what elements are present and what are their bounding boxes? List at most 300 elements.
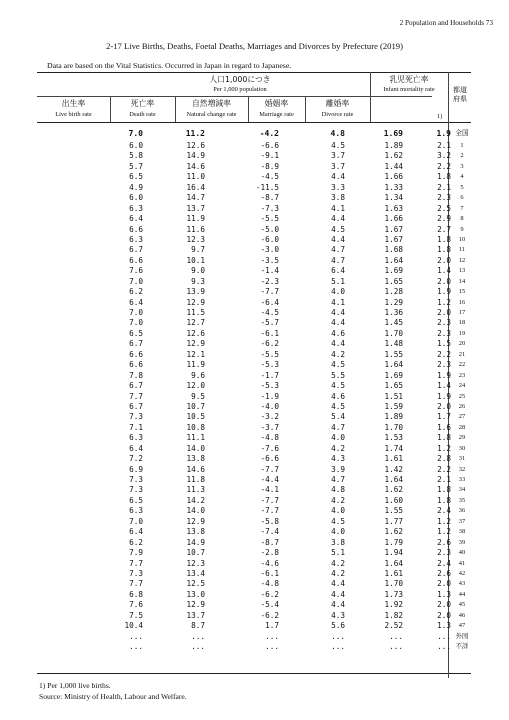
natural-change-rate-cell: -7.3 [260,203,279,213]
divorce-rate-cell: ... [389,642,403,651]
table-row [37,527,471,537]
live-birth-rate-cell: 7.3 [129,412,143,422]
table-row [37,193,471,203]
live-birth-rate-cell: ... [129,642,143,651]
infant-mortality-rate-cell: 1.3 [437,589,451,599]
natural-change-rate-cell: -4.2 [259,129,279,138]
natural-change-rate-cell: -5.3 [260,381,279,391]
infant-mortality-rate-cell: 1.7 [437,412,451,422]
prefecture-header: 都道府県 [453,86,467,103]
infant-mortality-rate-cell: 2.9 [437,214,451,224]
death-rate-cell: 11.1 [186,433,205,443]
natural-change-rate-cell: -7.7 [260,464,279,474]
table-row [37,308,471,318]
natural-change-rate-cell: -1.9 [260,391,279,401]
natural-change-rate-cell: -4.6 [260,558,279,568]
infant-mortality-rate-cell: 1.8 [437,495,451,505]
live-birth-rate-cell: 7.0 [129,318,143,328]
divorce-rate-cell: 1.64 [384,475,403,484]
marriage-rate-cell: 4.2 [331,568,345,578]
prefecture-code-cell: 46 [458,611,466,619]
live-birth-rate-cell: 7.0 [129,516,143,526]
natural-change-rate-cell: -4.4 [260,475,279,484]
table-row [37,204,471,214]
infant-mortality-rate-cell: 2.2 [437,349,451,359]
infant-mortality-rate-cell: 1.9 [437,287,451,297]
group-header-jp: 人口1,000につき [209,75,271,84]
divorce-rate-cell: 1.36 [384,308,403,317]
prefecture-code-cell: 38 [458,528,466,536]
infant-mortality-rate-cell: 1.2 [437,527,451,537]
natural-change-rate-cell: -6.1 [260,328,279,338]
table-row [37,225,471,235]
death-rate-cell: ... [191,631,205,641]
live-birth-rate-cell: 6.3 [129,234,143,244]
footnote-1: 1) Per 1,000 live births. [39,681,111,690]
prefecture-code-cell: 2 [460,152,464,160]
marriage-rate-cell: 4.4 [331,214,345,224]
live-birth-rate-cell: 6.8 [129,589,143,599]
table-row [37,381,471,391]
prefecture-code-cell: 全国 [455,129,469,137]
prefecture-code-cell: 11 [458,246,466,254]
marriage-rate-cell: 5.1 [331,548,345,558]
infant-mortality-rate-cell: 1.8 [437,245,451,255]
divorce-rate-cell: 1.65 [384,276,403,286]
prefecture-code-cell: 28 [458,423,466,431]
death-rate-cell: 12.6 [186,141,205,150]
infant-mortality-rate-cell: 2.4 [437,558,451,568]
live-birth-rate-cell: 10.4 [124,621,143,631]
table-row [37,621,471,631]
table-row [37,172,471,182]
prefecture-code-cell: 4 [460,173,464,181]
infant-mortality-rate-cell: 2.2 [437,161,451,171]
death-rate-cell: 12.9 [186,339,205,349]
divorce-rate-cell: 1.55 [384,506,403,516]
live-birth-rate-cell: 7.0 [128,129,143,138]
natural-change-rate-cell: -8.7 [260,537,279,547]
natural-change-rate-cell: -7.6 [260,443,279,453]
live-birth-rate-cell: 6.5 [129,328,143,338]
infant-mortality-rate-cell: 1.2 [437,516,451,526]
divorce-rate-cell: 1.60 [384,495,403,505]
death-rate-cell: 12.5 [186,579,205,589]
divorce-rate-cell: 1.62 [384,527,403,537]
infant-mortality-rate-cell: 2.1 [437,182,451,192]
marriage-rate-cell: 4.2 [331,349,345,359]
natural-change-rate-cell: -5.7 [260,318,279,328]
prefecture-code-cell: 10 [458,235,466,243]
prefecture-code-cell: 17 [458,309,466,316]
marriage-rate-cell: ... [331,642,345,651]
infant-mortality-rate-cell: 2.0 [437,276,451,286]
live-birth-rate-cell: 7.9 [129,548,143,558]
live-birth-rate-cell: 6.7 [129,245,143,255]
live-birth-rate-cell: 7.5 [129,610,143,620]
divorce-rate-cell: 2.52 [384,621,403,631]
death-rate-cell: 14.9 [186,151,205,161]
marriage-rate-cell: 5.6 [331,621,345,631]
prefecture-code-cell: 7 [460,204,464,212]
table-row [37,266,471,276]
divorce-rate-cell: 1.73 [384,589,403,599]
live-birth-rate-cell: 6.6 [129,349,143,359]
prefecture-code-cell: 26 [458,402,466,410]
divorce-header-jp: 離婚率 [325,99,350,108]
marriage-rate-cell: ... [331,631,345,641]
death-rate-cell: 11.3 [186,485,205,495]
prefecture-code-cell: 5 [460,183,464,191]
death-header-jp: 死亡率 [130,99,155,108]
divorce-rate-cell: 1.70 [384,579,403,589]
marriage-rate-cell: 4.4 [331,318,345,328]
death-rate-cell: 11.0 [186,172,205,182]
divorce-rate-cell: 1.68 [384,245,403,255]
death-rate-cell: 16.4 [186,182,205,192]
table-row [37,632,471,642]
divorce-rate-cell: 1.70 [384,422,403,432]
divorce-rate-cell: 1.45 [384,318,403,328]
table-row-national [37,127,471,140]
live-birth-rate-cell: 6.7 [129,401,143,411]
divorce-rate-cell: 1.29 [384,297,403,307]
live-birth-rate-cell: 7.3 [129,568,143,578]
infant-mortality-rate-cell: 1.3 [437,621,451,631]
table-row [37,329,471,339]
death-rate-cell: 10.8 [186,422,205,432]
marriage-rate-cell: 4.4 [331,600,345,610]
natural-change-rate-cell: -1.4 [260,266,279,276]
divorce-rate-cell: 1.67 [384,234,403,244]
infant-mortality-rate-cell: 1.9 [437,370,451,380]
marriage-rate-cell: 4.4 [331,589,345,599]
divorce-rate-cell: 1.62 [384,485,403,495]
live-birth-rate-cell: 7.0 [129,308,143,317]
divorce-rate-cell: 1.42 [384,464,403,474]
natural-change-rate-cell: ... [265,631,279,641]
divorce-rate-cell: 1.65 [384,381,403,391]
natural-change-rate-cell: -5.0 [260,224,279,234]
prefecture-code-cell: 40 [458,549,466,557]
marriage-rate-cell: 4.7 [331,255,345,265]
infant-mortality-rate-cell: 2.6 [437,568,451,578]
live-birth-rate-cell: 6.4 [129,297,143,307]
source-note: Source: Ministry of Health, Labour and Welfare. [39,692,187,701]
natural-change-rate-cell: -6.4 [260,297,279,307]
death-rate-cell: 14.2 [186,495,205,505]
infant-mortality-rate-cell: 1.4 [437,381,451,391]
divorce-rate-cell: 1.63 [384,203,403,213]
infant-mortality-rate-cell: 1.9 [436,129,451,138]
live-birth-rate-cell: 6.0 [129,141,143,150]
marriage-rate-cell: 4.7 [331,422,345,432]
divorce-header-en: Divorce rate [321,111,354,118]
table-row [37,465,471,475]
live-birth-header-en: Live birth rate [55,111,92,118]
live-birth-rate-cell: 6.2 [129,287,143,297]
natural-change-header-jp: 自然増減率 [192,99,231,108]
death-rate-cell: 9.3 [191,276,205,286]
divorce-rate-cell: 1.34 [384,193,403,203]
infant-mortality-rate-cell: 1.8 [437,485,451,495]
death-rate-cell: 10.7 [186,401,205,411]
live-birth-rate-cell: 6.7 [129,339,143,349]
marriage-rate-cell: 5.4 [331,412,345,422]
table-row [37,256,471,266]
live-birth-rate-cell: 5.8 [129,151,143,161]
table-row [37,287,471,297]
death-rate-cell: 9.7 [191,245,205,255]
infant-mortality-rate-cell: 1.5 [437,339,451,349]
natural-change-header-en: Natural change rate [186,111,237,118]
infant-mortality-rate-cell: 2.4 [437,506,451,516]
prefecture-code-cell: 19 [458,329,466,337]
divorce-rate-cell: 1.53 [384,433,403,443]
prefecture-code-cell: 47 [458,622,466,630]
live-birth-rate-cell: 7.1 [129,422,143,432]
prefecture-code-cell: 30 [458,444,466,452]
divorce-rate-cell: 1.64 [384,255,403,265]
natural-change-rate-cell: -4.8 [260,433,279,443]
divorce-rate-cell: 1.59 [384,401,403,411]
table-row [37,318,471,328]
infant-mortality-rate-cell: 2.3 [437,318,451,328]
table-row [37,579,471,589]
prefecture-code-cell: 37 [458,517,466,525]
death-rate-cell: 14.9 [186,537,205,547]
live-birth-rate-cell: 4.9 [129,182,143,192]
natural-change-rate-cell: -4.5 [260,172,279,182]
prefecture-code-cell: 36 [458,507,466,515]
live-birth-rate-cell: ... [129,631,143,641]
table-row [37,277,471,287]
live-birth-rate-cell: 7.7 [129,558,143,568]
infant-mortality-rate-cell: 2.1 [437,141,451,150]
live-birth-rate-cell: 7.0 [129,276,143,286]
live-birth-rate-cell: 6.4 [129,214,143,224]
death-rate-cell: 12.9 [186,516,205,526]
natural-change-rate-cell: -6.6 [260,454,279,464]
table-row [37,371,471,381]
death-rate-cell: 12.3 [186,234,205,244]
divorce-rate-cell: 1.51 [384,391,403,401]
infant-mortality-rate-cell: 1.8 [437,172,451,182]
prefecture-code-cell: 24 [458,382,466,390]
infant-mortality-rate-cell: 2.8 [437,454,451,464]
infant-mortality-rate-cell: 2.3 [437,328,451,338]
marriage-rate-cell: 4.5 [331,141,345,150]
marriage-rate-cell: 3.8 [331,537,345,547]
marriage-rate-cell: 5.1 [331,276,345,286]
infant-mortality-rate-cell: 2.0 [437,600,451,610]
live-birth-rate-cell: 6.0 [129,193,143,203]
prefecture-code-cell: 31 [458,455,466,463]
prefecture-code-cell: 15 [458,288,466,296]
infant-mortality-rate-cell: 2.1 [437,475,451,484]
prefecture-code-cell: 8 [460,215,464,223]
table-row [37,235,471,245]
death-rate-cell: 14.0 [186,443,205,453]
table-body [37,127,471,652]
marriage-rate-cell: 4.4 [331,172,345,182]
table-row [37,600,471,610]
natural-change-rate-cell: ... [265,642,279,651]
marriage-rate-cell: 4.0 [331,287,345,297]
natural-change-rate-cell: -8.9 [260,161,279,171]
divorce-rate-cell: 1.74 [384,443,403,453]
infant-mortality-rate-cell: 2.0 [437,308,451,317]
marriage-rate-cell: 3.9 [331,464,345,474]
natural-change-rate-cell: -3.0 [260,245,279,255]
divorce-rate-cell: 1.89 [384,141,403,150]
death-rate-cell: 11.8 [186,475,205,484]
infant-mortality-rate-cell: 2.0 [437,255,451,265]
death-rate-cell: 10.1 [186,255,205,265]
death-rate-cell: 11.2 [185,129,205,138]
death-rate-cell: 9.6 [191,370,205,380]
divorce-rate-cell: 1.94 [384,548,403,558]
death-rate-cell: 14.7 [186,193,205,203]
divorce-rate-cell: 1.44 [384,161,403,171]
infant-mortality-rate-cell: 1.4 [437,266,451,276]
group-header-en: Per 1,000 population [213,86,267,93]
infant-mortality-rate-cell: 1.9 [437,391,451,401]
table-row [37,496,471,506]
table-row [37,423,471,433]
divorce-rate-cell: 1.64 [384,558,403,568]
prefecture-code-cell: 27 [458,413,466,421]
table-row [37,151,471,161]
natural-change-rate-cell: -7.4 [260,527,279,537]
marriage-rate-cell: 3.7 [331,151,345,161]
table-row [37,611,471,621]
live-birth-rate-cell: 6.6 [129,224,143,234]
death-rate-cell: 9.5 [191,391,205,401]
prefecture-code-cell: 20 [458,340,466,348]
prefecture-code-cell: 不詳 [455,643,469,650]
live-birth-rate-cell: 7.8 [129,370,143,380]
live-birth-rate-cell: 6.6 [129,255,143,265]
natural-change-rate-cell: -1.7 [260,370,279,380]
infant-mortality-rate-cell: 1.6 [437,422,451,432]
natural-change-rate-cell: -5.4 [260,600,279,610]
prefecture-code-cell: 34 [458,486,466,494]
divorce-rate-cell: 1.62 [384,151,403,161]
live-birth-rate-cell: 6.9 [129,464,143,474]
natural-change-rate-cell: -8.7 [260,193,279,203]
death-rate-cell: 11.9 [186,214,205,224]
prefecture-code-cell: 3 [460,162,464,170]
death-rate-cell: ... [191,642,205,651]
table-row [37,485,471,495]
death-rate-cell: 12.1 [186,349,205,359]
marriage-rate-cell: 4.0 [331,527,345,537]
marriage-rate-cell: 5.5 [331,370,345,380]
marriage-rate-cell: 4.2 [331,558,345,568]
table-row [37,412,471,422]
death-rate-cell: 12.3 [186,558,205,568]
infant-mortality-rate-cell: 1.2 [437,443,451,453]
prefecture-code-cell: 6 [460,194,464,202]
natural-change-rate-cell: -5.5 [260,214,279,224]
live-birth-header-jp: 出生率 [61,99,86,108]
marriage-rate-cell: 3.8 [331,193,345,203]
marriage-rate-cell: 4.7 [331,245,345,255]
live-birth-rate-cell: 7.3 [129,475,143,484]
live-birth-rate-cell: 7.7 [129,391,143,401]
table-bottom-rule [37,673,471,674]
table-row [37,360,471,370]
prefecture-code-cell: 1 [460,142,464,149]
infant-mortality-rate-cell: 1.2 [437,297,451,307]
divorce-rate-cell: 1.70 [384,328,403,338]
table-title: 2-17 Live Births, Deaths, Foetal Deaths, Marriages and Divorces by Prefecture (2019) [106,41,403,51]
natural-change-rate-cell: -6.2 [260,610,279,620]
live-birth-rate-cell: 6.5 [129,172,143,182]
death-rate-cell: 14.6 [186,161,205,171]
prefecture-code-cell: 13 [458,267,466,275]
divorce-rate-cell: 1.67 [384,224,403,234]
divorce-rate-cell: 1.61 [384,568,403,578]
infant-mortality-rate-cell: 2.0 [437,610,451,620]
marriage-rate-cell: 4.5 [331,224,345,234]
live-birth-rate-cell: 7.7 [129,579,143,589]
natural-change-rate-cell: -3.7 [260,422,279,432]
table-row [37,245,471,255]
divorce-rate-cell: ... [389,631,403,641]
page-header: 2 Population and Households 73 [399,19,493,27]
divorce-rate-cell: 1.92 [384,600,403,610]
marriage-rate-cell: 4.1 [331,297,345,307]
infant-mortality-rate-cell: 1.8 [437,433,451,443]
prefecture-code-cell: 29 [458,434,466,442]
death-rate-cell: 14.6 [186,464,205,474]
table-row [37,162,471,172]
marriage-rate-cell: 4.4 [331,234,345,244]
marriage-rate-cell: 4.2 [331,443,345,453]
divorce-rate-cell: 1.66 [384,214,403,224]
header-mid-rule [37,96,432,97]
natural-change-rate-cell: -7.7 [260,495,279,505]
natural-change-rate-cell: -6.0 [260,234,279,244]
natural-change-rate-cell: -6.6 [260,141,279,150]
table-row [37,214,471,224]
divorce-rate-cell: 1.69 [384,370,403,380]
live-birth-rate-cell: 6.5 [129,495,143,505]
death-rate-cell: 13.9 [186,287,205,297]
live-birth-rate-cell: 7.6 [129,266,143,276]
death-rate-cell: 13.0 [186,589,205,599]
prefecture-code-cell: 45 [458,601,466,609]
death-rate-cell: 13.7 [186,203,205,213]
infant-mortality-rate-cell: 2.3 [437,548,451,558]
marriage-header-jp: 婚姻率 [264,99,289,108]
natural-change-rate-cell: -3.2 [260,412,279,422]
table-row [37,538,471,548]
table-row [37,506,471,516]
divorce-rate-cell: 1.77 [384,516,403,526]
natural-change-rate-cell: -4.5 [260,308,279,317]
divorce-rate-cell: 1.69 [384,266,403,276]
table-top-rule [37,72,471,73]
natural-change-rate-cell: -4.0 [260,401,279,411]
prefecture-code-cell: 39 [458,538,466,546]
death-rate-cell: 9.0 [191,266,205,276]
prefecture-code-cell: 44 [458,590,466,598]
divorce-rate-cell: 1.55 [384,349,403,359]
natural-change-rate-cell: -4.8 [260,579,279,589]
